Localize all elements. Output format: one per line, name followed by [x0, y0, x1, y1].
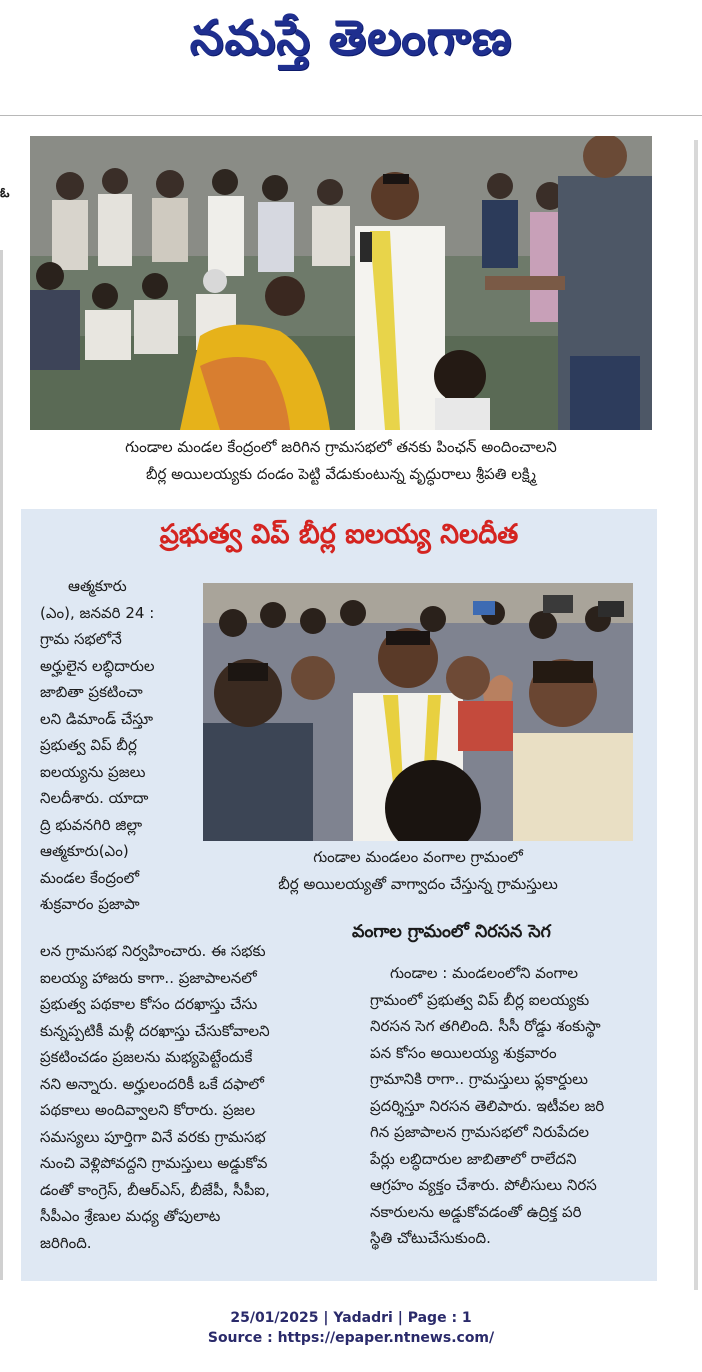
article-line: (ఎం), జనవరి 24 : — [40, 603, 155, 622]
article-line: గుండాల : మండలంలోని వంగాల — [390, 964, 578, 982]
article-line: ఆత్మకూరు(ఎం) — [40, 842, 129, 860]
article-line: ప్రభుత్వ పథకాల కోసం దరఖాస్తు చేసు — [40, 995, 258, 1013]
article-column-narrow — [40, 573, 196, 918]
article-line: ఆత్మకూరు — [68, 577, 127, 595]
article-line: ప్రభుత్వ విప్ బీర్ల — [40, 736, 137, 754]
article-line: సీపీఎం శ్రేణుల మధ్య తోపులాట — [40, 1207, 221, 1225]
article-line: గ్రామానికి రాగా.. గ్రామస్తులు ఫ్లకార్డులు — [370, 1070, 588, 1088]
article-line: ఐలయ్య హాజరు కాగా.. ప్రజాపాలనలో — [40, 968, 257, 987]
article-line: నని అన్నారు. అర్హులందరికీ ఒకే దఫాలో — [40, 1074, 264, 1093]
page-edge — [694, 140, 698, 1290]
article-line: జాబితా ప్రకటించా — [40, 683, 143, 701]
article-line: లన గ్రామసభ నిర్వహించారు. ఈ సభకు — [40, 942, 266, 960]
caption-line: బీర్ల అయిలయ్యతో వాగ్వాదం చేస్తున్న గ్రామస్తులు — [278, 875, 558, 893]
photo-caption — [203, 844, 633, 898]
article-line: అర్హులైన లబ్ధిదారుల — [40, 656, 155, 675]
article-line: గిన ప్రజాపాలన గ్రామసభలో నిరుపేదల — [370, 1123, 590, 1141]
masthead-divider — [0, 115, 702, 116]
article-line: గ్రామంలో ప్రభుత్వ విప్ బీర్ల ఐలయ్యకు — [370, 990, 590, 1009]
news-photo-gramasabha — [30, 136, 652, 430]
news-photo-protest — [203, 583, 633, 841]
caption-line: గుండాల మండలం వంగాల గ్రామంలో — [313, 848, 523, 866]
article-line: ద్రి భువనగిరి జిల్లా — [40, 815, 143, 834]
article-line: జరిగింది. — [40, 1233, 92, 1252]
article-line: గ్రామ సభలోనే — [40, 630, 122, 648]
article-line: నిలదీశారు. యాదా — [40, 789, 149, 807]
article-line: సమస్యలు పూర్తిగా వినే వరకు గ్రామసభ — [40, 1127, 266, 1146]
adjacent-column-edge — [0, 250, 3, 1280]
article-line: శుక్రవారం ప్రజాపా — [40, 895, 140, 913]
masthead-title: నమస్తే తెలంగాణ — [189, 10, 513, 66]
article-line: స్థితి చోటుచేసుకుంది. — [370, 1229, 491, 1247]
article-line: లని డిమాండ్ చేస్తూ — [40, 709, 153, 728]
edition-info: 25/01/2025 | Yadadri | Page : 1 — [230, 1310, 472, 1326]
article-line: పన కోసం అయిలయ్య శుక్రవారం — [370, 1043, 557, 1062]
photo-caption — [30, 434, 652, 488]
article-line: నకారులను అడ్డుకోవడంతో ఉద్రిక్త పరి — [370, 1202, 582, 1221]
article-line: ప్రకటించడం ప్రజలను మభ్యపెట్టేందుకే — [40, 1048, 253, 1066]
sub-story-headline: వంగాల గ్రామంలో నిరసన సెగ — [352, 922, 551, 942]
source-link[interactable]: Source : https://epaper.ntnews.com/ — [207, 1330, 495, 1346]
article-line: ఐలయ్యను ప్రజలు — [40, 762, 146, 781]
caption-line: గుండాల మండల కేంద్రంలో జరిగిన గ్రామసభలో తనకు పింఛన్ అందించాలని — [125, 438, 557, 456]
article-line: మండల కేంద్రంలో — [40, 868, 140, 887]
article-line: నిరసన సెగ తగిలింది. సీసీ రోడ్డు శంకుస్థా — [370, 1017, 601, 1035]
article-line: ప్రదర్శిస్తూ నిరసన తెలిపారు. ఇటీవల జరి — [370, 1096, 605, 1115]
article-line: పథకాలు అందివ్వాలని కోరారు. ప్రజల — [40, 1101, 256, 1119]
article-line: ఆగ్రహం వ్యక్తం చేశారు. పోలీసులు నిరస — [370, 1176, 597, 1194]
article-line: డంతో కాంగ్రెస్, బీఆర్ఎస్, బీజేపీ, సీపీఐ, — [40, 1180, 270, 1199]
adjacent-column-fragment: ఓ — [0, 186, 10, 201]
article-line: పేర్లు లబ్ధిదారుల జాబితాలో రాలేదని — [370, 1149, 577, 1168]
article-line: నుంచి వెళ్లిపోవద్దని గ్రామస్తులు అడ్డుకోవ — [40, 1154, 268, 1172]
page-footer — [0, 1308, 702, 1348]
article-column-right — [370, 960, 655, 1252]
caption-line: బీర్ల అయిలయ్యకు దండం పెట్టి వేడుకుంటున్న వృద్ధురాలు శ్రీపతి లక్ష్మి — [145, 465, 537, 483]
story-headline: ప్రభుత్వ విప్ బీర్ల ఐలయ్య నిలదీత — [159, 519, 519, 550]
article-column-wide — [40, 938, 345, 1256]
masthead — [0, 0, 702, 88]
article-line: కున్నప్పటికీ మళ్లీ దరఖాస్తు చేసుకోవాలని — [40, 1021, 270, 1040]
